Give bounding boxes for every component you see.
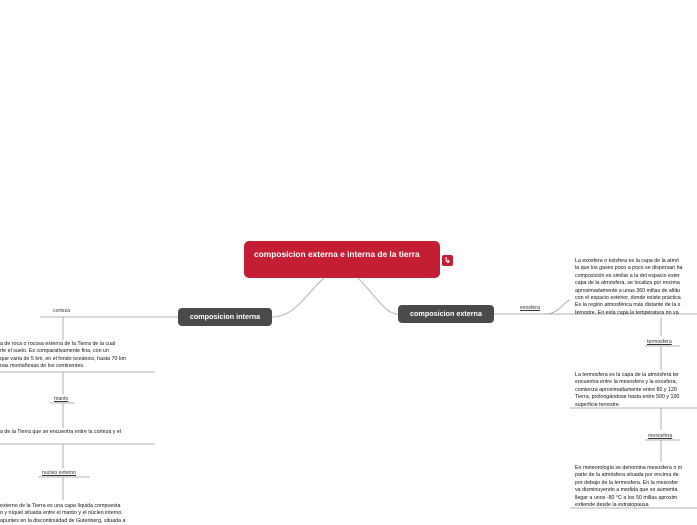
branch-label: composicion externa	[410, 309, 482, 318]
branch-icon[interactable]: ↳	[442, 255, 453, 266]
topic-termosfera[interactable]: termosfera	[647, 339, 672, 345]
central-topic[interactable]	[244, 241, 440, 278]
connector-central-right	[358, 278, 398, 314]
topic-exosfera[interactable]: exosfera	[520, 305, 540, 311]
branch-composicion-externa[interactable]	[398, 305, 494, 323]
topic-nucleo-externo[interactable]: nucleo externo	[42, 470, 77, 476]
text-nucleo-externo: externo de la Tierra es una capa líquida compuesta o y níquel situada entre el manto y el núcleo interno. apuntes en la discontinuidad de Gutenberg, situada a	[0, 503, 126, 524]
text-mesosfera: En meteorología se denomina mesosfera o m parte de la atmósfera situada por encima de por debajo de la termosfera. En la mesosfer va disminuyendo a medida que se aumenta llegar a unos -80 °C a los 50 millas aproxim extiende desde la estratopausa	[575, 465, 683, 509]
branch-label: composicion interna	[189, 312, 261, 321]
text-termosfera: La termosfera es la capa de la atmósfera ter encuentra entre la mesosfera y la exosfera, comienza aproximadamente entre 80 y 120 Tierra, prolongándose hasta entre 500 y 100 superficie terrestre.	[575, 372, 680, 408]
topic-manto[interactable]: manto	[54, 396, 69, 402]
text-corteza: a de roca o rocosa externa de la Tierra de la cual rte el suelo. Es comparativamente fina, con un que varía de 5 km, en el fondo oceánico, hasta 70 km nas montañosas de los continentes.	[0, 341, 127, 370]
central-title: composicion externa e interna de la tierra	[254, 249, 420, 259]
topic-corteza[interactable]: corteza	[53, 308, 71, 314]
connector-central-left	[272, 278, 324, 317]
branch-composicion-interna[interactable]	[178, 308, 272, 326]
topic-mesosfera[interactable]: mesosfera	[648, 433, 673, 439]
connector-right-curve	[545, 300, 570, 314]
text-manto: a de la Tierra que se encuentra entre la corteza y el	[0, 429, 122, 435]
text-exosfera: La exosfera o exisfera es la capa de la atmó la que los gases poco a poco se dispersan ha composición es similar a la del espacio exter capa de la atmósfera, se localiza por encima aproximadamente a unas 360 millas de altitu con el espacio exterior, donde existe práctica Es la región atmosférica más distante de la s terrestre. En esta capa la temperatura no va	[575, 258, 683, 316]
